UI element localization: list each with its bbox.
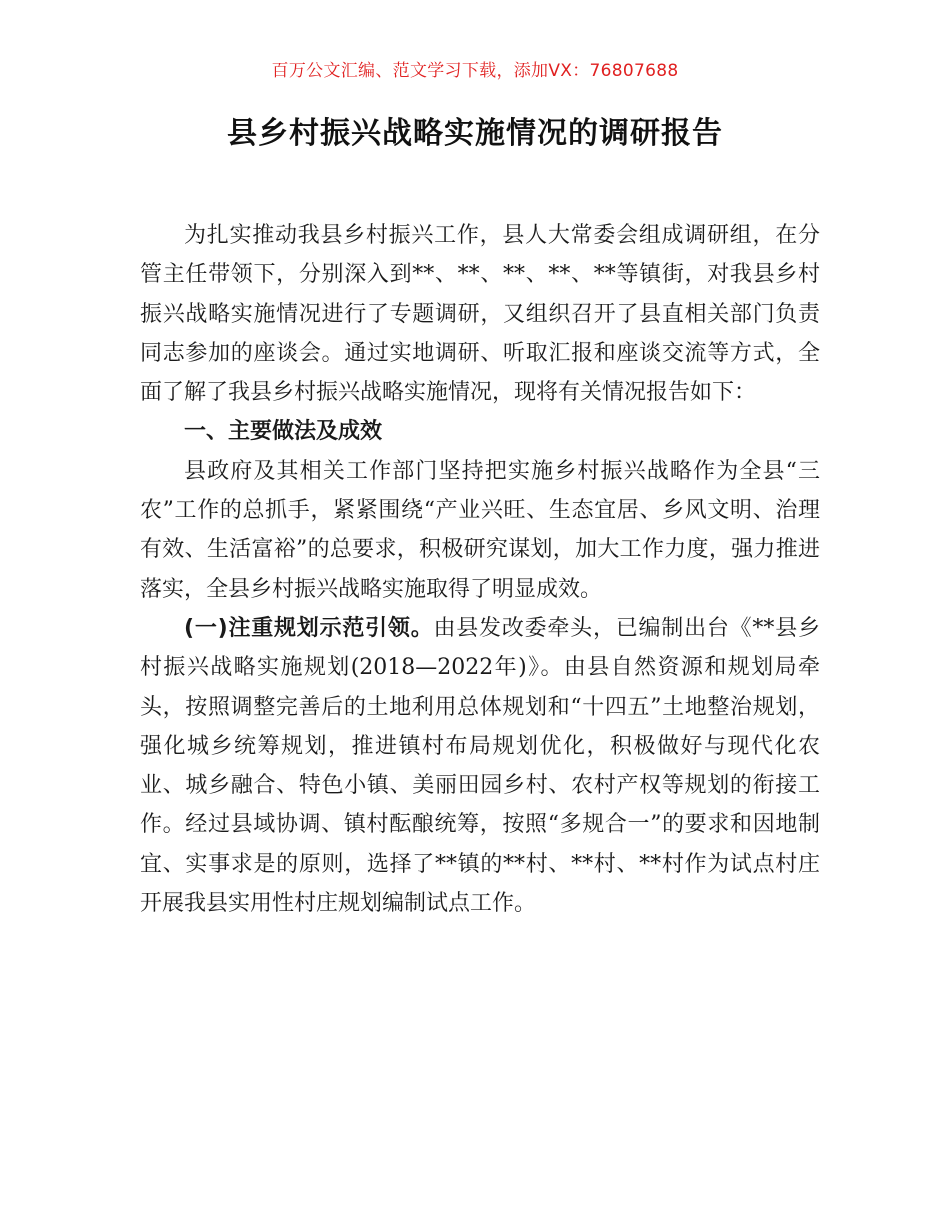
section-1-paragraph: 县政府及其相关工作部门坚持把实施乡村振兴战略作为全县“三农”工作的总抓手，紧紧围绕“产业兴旺、生态宜居、乡风文明、治理有效、生活富裕”的总要求，积极研究谋划，加大工作力度，强力推进落实，全县乡村振兴战略实施取得了明显成效。 [140,458,820,602]
subsection-1-body: 由县发改委牵头，已编制出台《**县乡村振兴战略实施规划(2018—2022年)》。由县自然资源和规划局牵头，按照调整完善后的土地利用总体规划和“十四五”土地整治规划，强化城乡统筹规划，推进镇村布局规划优化，积极做好与现代化农业、城乡融合、特色小镇、美丽田园乡村、农村产权等规划的衔接工作。经过县域协调、镇村酝酿统筹，按照“多规合一”的要求和因地制宜、实事求是的原则，选择了**镇的**村、**村、**村作为试点村庄开展我县实用性村庄规划编制试点工作。 [140,615,820,917]
watermark-banner: 百万公文汇编、范文学习下载，添加VX：76807688 [271,61,679,81]
intro-paragraph: 为扎实推动我县乡村振兴工作，县人大常委会组成调研组，在分管主任带领下，分别深入到**、**、**、**、**等镇街，对我县乡村振兴战略实施情况进行了专题调研，又组织召开了县直相关部门负责同志参加的座谈会。通过实地调研、听取汇报和座谈交流等方式，全面了解了我县乡村振兴战略实施情况，现将有关情况报告如下： [140,223,820,406]
document-body [140,216,820,923]
section-1-heading: 一、主要做法及成效 [184,419,383,445]
subsection-1-heading: (一)注重规划示范引领。 [184,615,434,641]
subsection-1-paragraph [140,609,820,923]
page-title: 县乡村振兴战略实施情况的调研报告 [227,116,723,151]
